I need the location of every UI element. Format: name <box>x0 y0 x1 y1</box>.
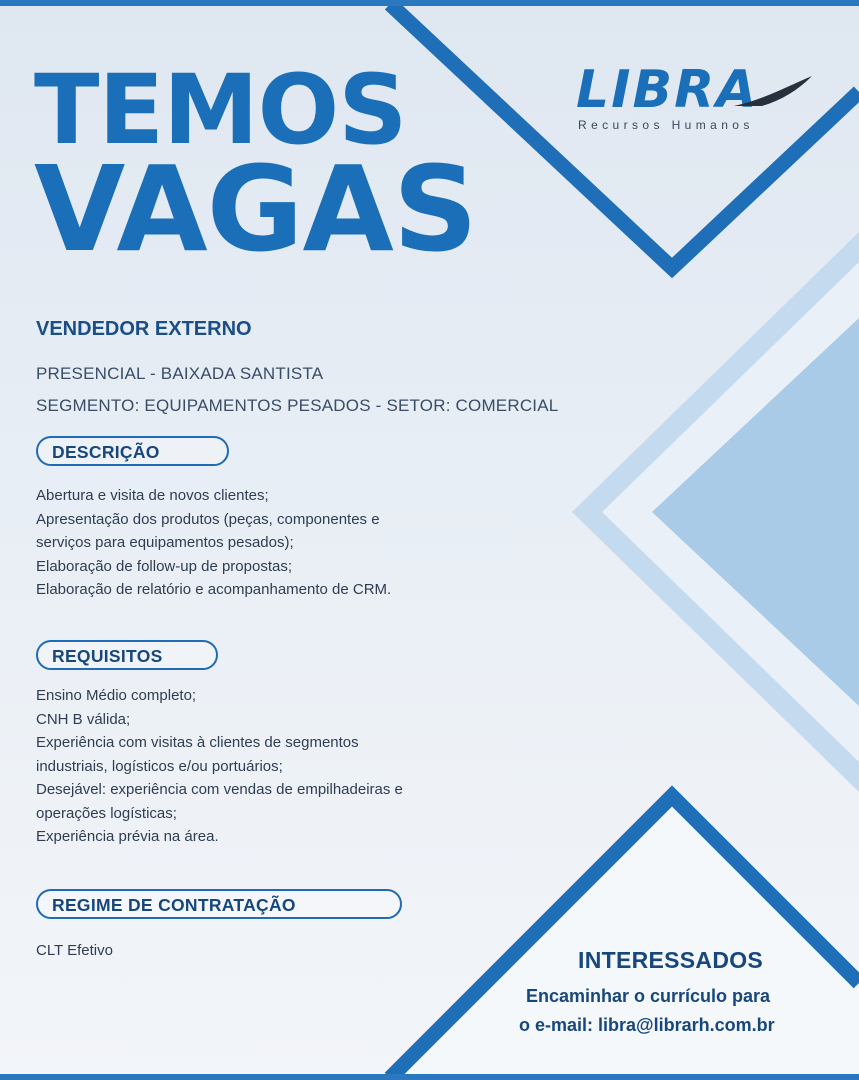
requirements-heading <box>36 640 218 670</box>
description-list <box>36 484 391 602</box>
libra-logo <box>572 60 822 144</box>
requirement-line: operações logísticas; <box>36 804 177 822</box>
logo-name: LIBRA <box>576 60 759 120</box>
headline-line-1: TEMOS <box>34 54 407 166</box>
description-line: serviços para equipamentos pesados); <box>36 534 294 551</box>
requirement-line: Experiência prévia na área. <box>36 828 219 845</box>
contact-email-line: o e-mail: libra@librarh.com.br <box>519 1015 775 1035</box>
requirement-line: Ensino Médio completo; <box>36 687 197 704</box>
regime-heading <box>36 889 402 919</box>
description-heading-label: DESCRIÇÃO <box>52 442 160 462</box>
job-location: PRESENCIAL - BAIXADA SANTISTA <box>36 364 324 383</box>
top-border <box>0 0 859 6</box>
headline-line-2: VAGAS <box>34 140 477 278</box>
description-line: Elaboração de follow-up de propostas; <box>36 557 292 575</box>
job-segment: SEGMENTO: EQUIPAMENTOS PESADOS - SETOR: COMERCIAL <box>36 396 559 415</box>
description-line: Abertura e visita de novos clientes; <box>36 487 269 504</box>
regime-heading-label: REGIME DE CONTRATAÇÃO <box>52 895 296 915</box>
regime-value: CLT Efetivo <box>36 942 113 959</box>
swoosh-icon <box>732 74 814 108</box>
contact-title: INTERESSADOS <box>578 947 764 973</box>
logo-subtitle: Recursos Humanos <box>578 118 754 132</box>
contact-line-1: Encaminhar o currículo para <box>526 986 771 1006</box>
requirements-heading-label: REQUISITOS <box>52 646 163 666</box>
requirement-line: industriais, logísticos e/ou portuários; <box>36 757 283 775</box>
job-title: VENDEDOR EXTERNO <box>36 318 252 340</box>
requirement-line: Experiência com visitas à clientes de segmentos <box>36 734 359 751</box>
bottom-border <box>0 1074 859 1080</box>
requirement-line: CNH B válida; <box>36 710 131 728</box>
requirements-list <box>36 684 403 849</box>
requirement-line: Desejável: experiência com vendas de empilhadeiras e <box>36 781 403 798</box>
description-line: Elaboração de relatório e acompanhamento de CRM. <box>36 581 392 598</box>
description-line: Apresentação dos produtos (peças, componentes e <box>36 510 380 528</box>
description-heading <box>36 436 229 466</box>
